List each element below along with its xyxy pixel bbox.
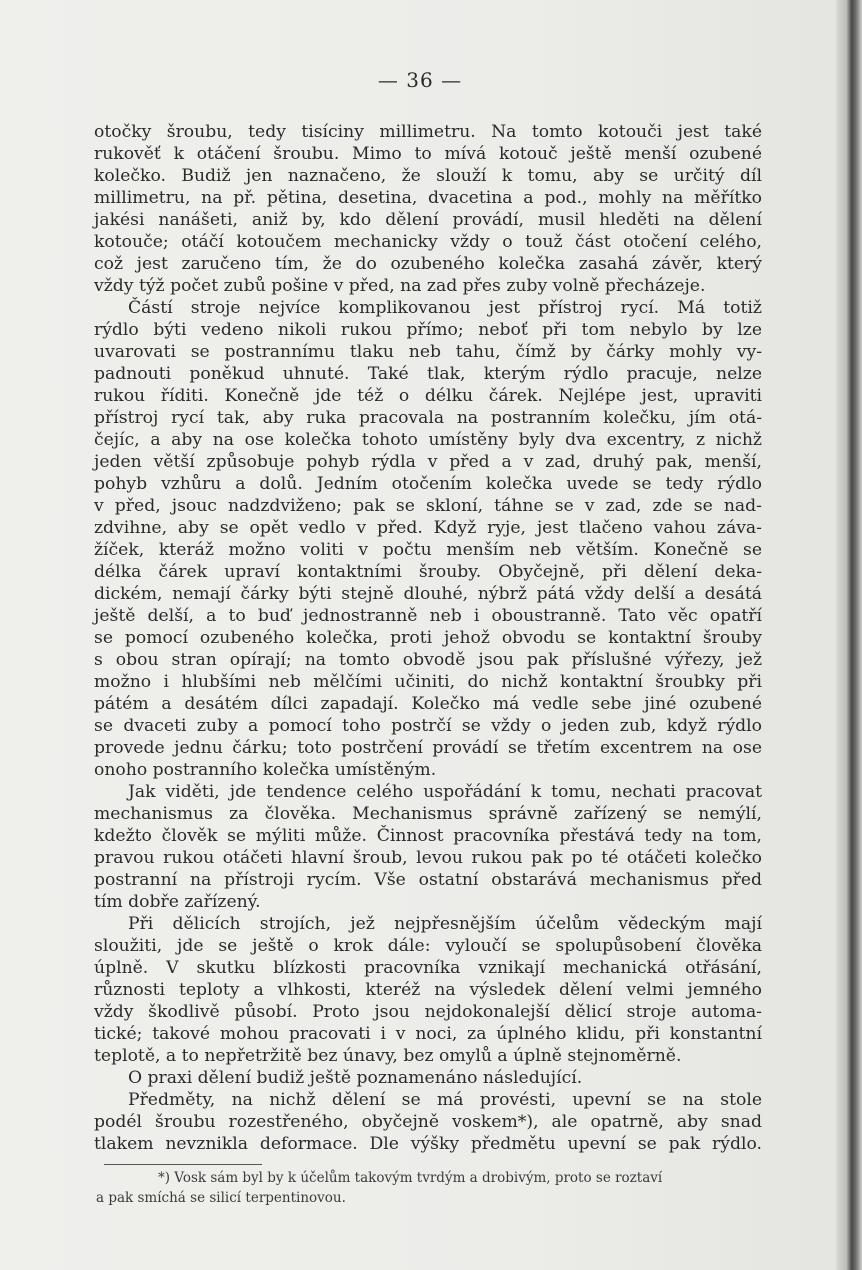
text-line: což jest zaručeno tím, že do ozubeného kolečka zasahá závěr, který [94,254,762,274]
text-line: pátém a desátém dílci zapadají. Kolečko má vedle sebe jiné ozubené [94,694,762,714]
text-line: s obou stran opírají; na tomto obvodě jsou pak příslušné výřezy, jež [94,650,762,670]
text-line: millimetru, na př. pětina, desetina, dvacetina a pod., mohly na měřítko [94,188,762,208]
text-line: žíček, kteráž možno voliti v počtu menším neb větším. Konečně se [94,540,762,560]
text-line: jakési nanášeti, aniž by, kdo dělení provádí, musil hleděti na dělení [94,210,762,230]
text-line: sloužiti, jde se ještě o krok dále: vyloučí se spolupůsobení člověka [94,936,762,956]
text-line: ještě delší, a to buď jednostranně neb i oboustranně. Tato věc opatří [94,606,762,626]
text-line: přístroj rycí tak, aby ruka pracovala na postranním kolečku, jím otá- [94,408,762,428]
footnote-line: *) Vosk sám byl by k účelům takovým tvrdým a drobivým, proto se roztaví [158,1170,663,1186]
text-line: vždy týž počet zubů pošine v před, na zad přes zuby volně přecházeje. [94,276,706,296]
paragraph-start-line: O praxi dělení budiž ještě poznamenáno následující. [128,1068,583,1088]
text-line: onoho postranního kolečka umístěným. [94,760,437,780]
paragraph-start-line: Při dělicích strojích, jež nejpřesnějším účelům vědeckým mají [128,914,762,934]
text-line: otočky šroubu, tedy tisíciny millimetru. Na tomto kotouči jest také [94,122,762,142]
text-line: teplotě, a to nepřetržitě bez únavy, bez omylů a úplně stejnoměrně. [94,1046,682,1066]
text-line: kdežto člověk se mýliti může. Činnost pracovníka přestává tedy na tom, [94,826,762,846]
text-line: v před, jsouc nadzdviženo; pak se skloní, táhne se v zad, zde se nad- [94,496,762,516]
footnote-divider [104,1164,262,1165]
text-line: jeden větší způsobuje pohyb rýdla v před a v zad, druhý pak, menší, [94,452,762,472]
text-line: rukou říditi. Konečně jde též o délku čárek. Nejlépe jest, upraviti [94,386,762,406]
text-line: se dvaceti zuby a pomocí toho postrčí se vždy o jeden zub, když rýdlo [94,716,762,736]
body-text [94,121,762,1155]
text-line: tlakem nevznikla deformace. Dle výšky předmětu upevní se pak rýdlo. [94,1134,762,1154]
text-line: pohyb vzhůru a dolů. Jedním otočením kolečka uvede se tedy rýdlo [94,474,762,494]
paragraph-start-line: Předměty, na nichž dělení se má provésti, upevní se na stole [128,1090,762,1110]
text-line: tím dobře zařízený. [94,892,261,912]
text-line: se pomocí ozubeného kolečka, proti jehož obvodu se kontaktní šrouby [94,628,762,648]
text-line: tické; takové mohou pracovati i v noci, za úplného klidu, při konstantní [94,1024,762,1044]
text-line: úplně. V skutku blízkosti pracovníka vznikají mechanická otřásání, [94,958,762,978]
text-line: podél šroubu rozestřeného, obyčejně voskem*), ale opatrně, aby snad [94,1112,762,1132]
text-line: rýdlo býti vedeno nikoli rukou přímo; neboť při tom nebylo by lze [94,320,762,340]
text-line: zdvihne, aby se opět vedlo v před. Když ryje, jest tlačeno vahou záva- [94,518,762,538]
text-line: kotouče; otáčí kotoučem mechanicky vždy o touž část otočení celého, [94,232,762,252]
text-line: provede jednu čárku; toto postrčení provádí se třetím excentrem na ose [94,738,762,758]
paragraph-start-line: Částí stroje nejvíce komplikovanou jest přístroj rycí. Má totiž [128,298,762,318]
page-binding-edge [836,0,862,1270]
text-line: uvarovati se postrannímu tlaku neb tahu, čímž by čárky mohly vy- [94,342,762,362]
text-line: mechanismus za člověka. Mechanismus správně zařízený se nemýlí, [94,804,762,824]
text-line: dickém, nemají čárky býti stejně dlouhé, nýbrž pátá vždy delší a desátá [94,584,762,604]
footnote-line: a pak smíchá se silicí terpentinovou. [96,1190,346,1206]
text-line: vždy škodlivě působí. Proto jsou nejdokonalejší dělicí stroje automa- [94,1002,762,1022]
text-line: pravou rukou otáčeti hlavní šroub, levou rukou pak po té otáčeti kolečko [94,848,762,868]
text-line: možno i hlubšími neb mělčími učiniti, do nichž kontaktní šroubky při [94,672,762,692]
footnotes [96,1168,764,1208]
text-line: kolečko. Budiž jen naznačeno, že slouží k tomu, aby se určitý díl [94,166,762,186]
text-line: rukověť k otáčení šroubu. Mimo to mívá kotouč ještě menší ozubené [94,144,762,164]
text-line: padnouti poněkud uhnuté. Také tlak, kterým rýdlo pracuje, nelze [94,364,762,384]
text-line: postranní na přístroji rycím. Vše ostatní obstarává mechanismus před [94,870,762,890]
paragraph-start-line: Jak viděti, jde tendence celého uspořádání k tomu, nechati pracovat [128,782,762,802]
text-line: čejíc, a aby na ose kolečka tohoto umístěny byly dva excentry, z nichž [94,430,762,450]
page-number: — 36 — [377,68,463,92]
text-line: různosti teploty a vlhkosti, kteréž na výsledek dělení velmi jemného [94,980,762,1000]
text-line: délka čárek upraví kontaktními šrouby. Obyčejně, při dělení deka- [94,562,762,582]
